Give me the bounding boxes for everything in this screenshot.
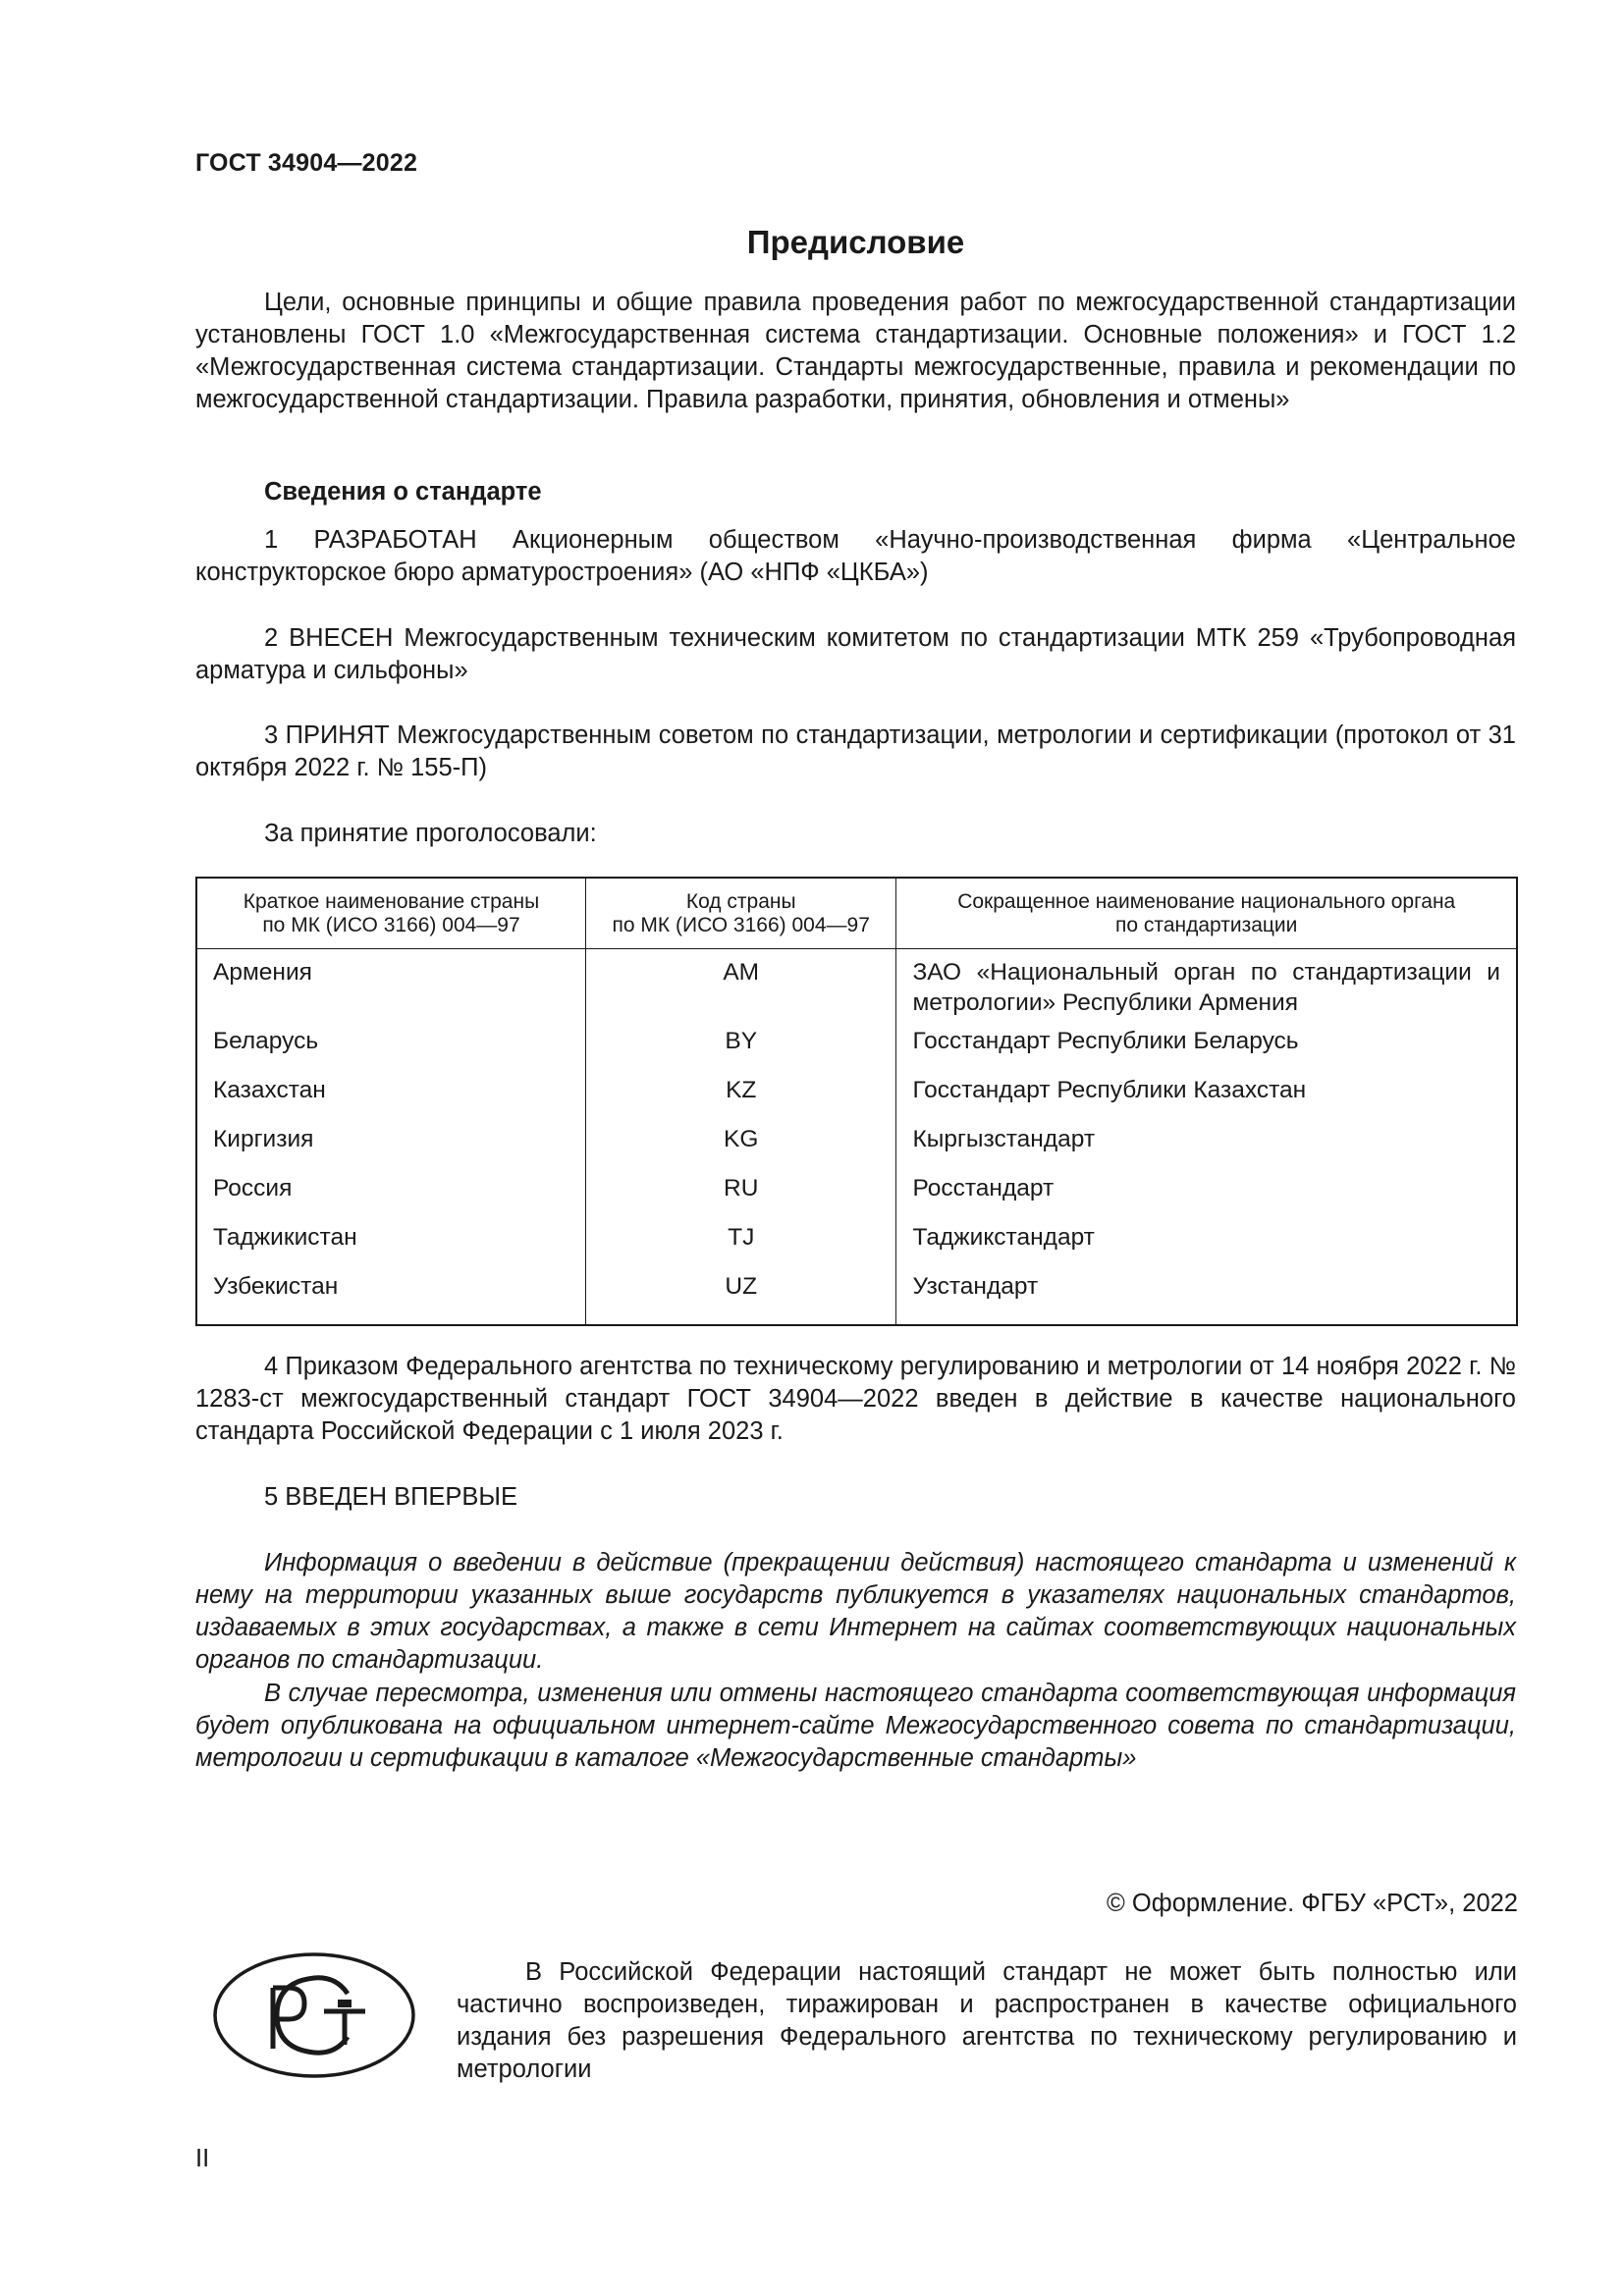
item-3-adopted: 3 ПРИНЯТ Межгосударственным советом по стандартизации, метрологии и сертификации (протокол от 31 октября 2022 г. № 155-П) xyxy=(195,721,1516,781)
code-cell: AM xyxy=(585,949,895,1027)
page-title: Предисловие xyxy=(746,224,965,260)
intro-paragraph: Цели, основные принципы и общие правила проведения работ по межгосударственной стандартизации установлены ГОСТ 1.0 «Межгосударственная система стандартизации. Основные положения» и ГОСТ 1.2 «Межгосударственная система стандартизации. Стандарты межгосударственные, правила и рекомендации по межгосударственной стандартизации. Правила разработки, принятия, обновления и отмены» xyxy=(195,289,1516,413)
copyright-notice: В Российской Федерации настоящий стандарт не может быть полностью или частично воспроизведен, тиражирован и распространен в качестве официального издания без разрешения Федерального агентства по техническому регулированию и метрологии xyxy=(457,1958,1517,2083)
votes-table xyxy=(195,877,1518,1326)
standard-info-heading: Сведения о стандарте xyxy=(264,478,542,506)
table-row xyxy=(196,1222,1517,1271)
item-2-introduced: 2 ВНЕСЕН Межгосударственным техническим комитетом по стандартизации МТК 259 «Трубопроводная арматура и сильфоны» xyxy=(195,624,1516,684)
header-code: Код страны по МК (ИСО 3166) 004—97 xyxy=(585,878,895,949)
country-cell: Беларусь xyxy=(196,1026,585,1075)
document-code: ГОСТ 34904—2022 xyxy=(195,149,418,177)
code-cell: RU xyxy=(585,1173,895,1222)
item-1-developed: 1 РАЗРАБОТАН Акционерным обществом «Научно-производственная фирма «Центральное конструкторское бюро арматуростроения» (АО «НПФ «ЦКБА») xyxy=(195,526,1516,586)
info-paragraph-2: В случае пересмотра, изменения или отмены настоящего стандарта соответствующая информация будет опубликована на официальном интернет-сайте Межгосударственного совета по стандартизации, метрологии и сертификации в каталоге «Межгосударственные стандарты» xyxy=(195,1680,1516,1772)
country-cell: Армения xyxy=(196,949,585,1027)
code-cell: TJ xyxy=(585,1222,895,1271)
organ-cell: Госстандарт Республики Беларусь xyxy=(896,1026,1517,1075)
organ-cell: Узстандарт xyxy=(896,1271,1517,1325)
item-4-order: 4 Приказом Федерального агентства по техническому регулированию и метрологии от 14 ноября 2022 г. № 1283-ст межгосударственный стандарт ГОСТ 34904—2022 введен в действие в качестве национального стандарта Российской Федерации с 1 июля 2023 г. xyxy=(195,1353,1516,1445)
country-cell: Киргизия xyxy=(196,1124,585,1173)
organ-cell: Таджикстандарт xyxy=(896,1222,1517,1271)
country-cell: Казахстан xyxy=(196,1075,585,1124)
organ-cell: ЗАО «Национальный орган по стандартизации и метрологии» Республики Армения xyxy=(896,949,1517,1027)
info-paragraph-1: Информация о введении в действие (прекращении действия) настоящего стандарта и изменений к нему на территории указанных выше государств публикуется в указателях национальных стандартов, издаваемых в этих государствах, а также в сети Интернет на сайтах соответствующих национальных органов по стандартизации. xyxy=(195,1549,1516,1674)
header-country: Краткое наименование страны по МК (ИСО 3166) 004—97 xyxy=(196,878,585,949)
code-cell: KG xyxy=(585,1124,895,1173)
table-row xyxy=(196,1173,1517,1222)
code-cell: UZ xyxy=(585,1271,895,1325)
code-cell: KZ xyxy=(585,1075,895,1124)
voted-label: За принятие проголосовали: xyxy=(264,820,597,847)
country-cell: Таджикистан xyxy=(196,1222,585,1271)
item-5-first-introduced: 5 ВВЕДЕН ВПЕРВЫЕ xyxy=(264,1483,518,1511)
table-header-row xyxy=(196,878,1517,949)
code-cell: BY xyxy=(585,1026,895,1075)
table-row xyxy=(196,1026,1517,1075)
country-cell: Россия xyxy=(196,1173,585,1222)
country-cell: Узбекистан xyxy=(196,1271,585,1325)
rst-logo-icon xyxy=(212,1950,416,2080)
table-row xyxy=(196,949,1517,1027)
copyright-line: © Оформление. ФГБУ «РСТ», 2022 xyxy=(1107,1890,1518,1917)
table-row xyxy=(196,1124,1517,1173)
header-organ: Сокращенное наименование национального органа по стандартизации xyxy=(896,878,1517,949)
page-number: II xyxy=(195,2145,210,2172)
table-row xyxy=(196,1271,1517,1325)
table-row xyxy=(196,1075,1517,1124)
organ-cell: Росстандарт xyxy=(896,1173,1517,1222)
organ-cell: Госстандарт Республики Казахстан xyxy=(896,1075,1517,1124)
organ-cell: Кыргызстандарт xyxy=(896,1124,1517,1173)
